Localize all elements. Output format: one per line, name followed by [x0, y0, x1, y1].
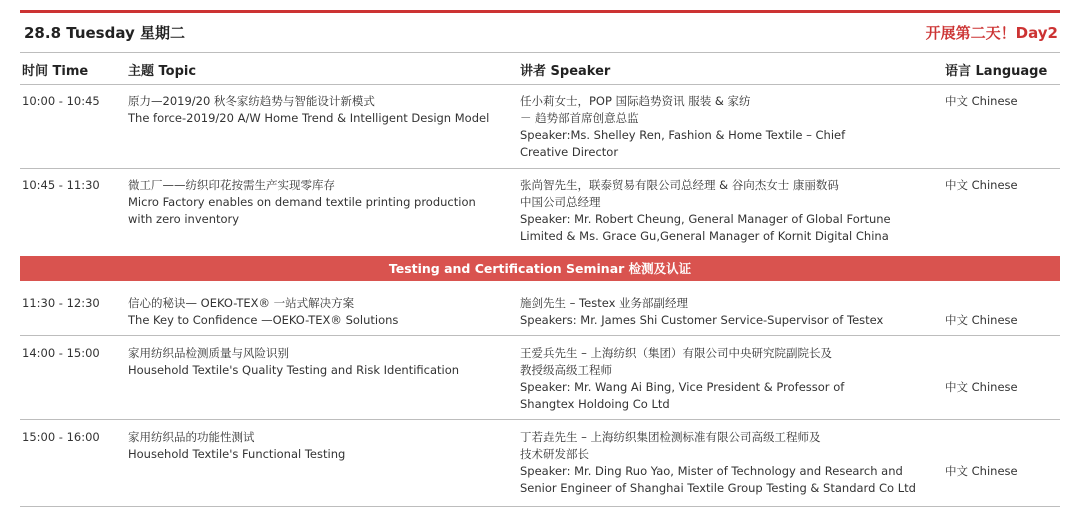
- session-topic: [128, 345, 488, 379]
- column-header-topic: 主题 Topic: [128, 64, 197, 79]
- topic-chinese: 家用纺织品检测质量与风险识别: [128, 346, 289, 360]
- session-topic: [128, 295, 488, 329]
- session-language: 中文 Chinese: [945, 178, 1018, 192]
- session-language: 中文 Chinese: [945, 464, 1018, 478]
- session-speaker: [520, 295, 884, 329]
- session-topic: [128, 93, 488, 127]
- column-header-time: 时间 Time: [22, 64, 89, 79]
- speaker-line: Speakers: Mr. James Shi Customer Service-Supervisor of Testex: [520, 313, 884, 327]
- session-speaker: [520, 429, 916, 497]
- session-language: 中文 Chinese: [945, 313, 1018, 327]
- topic-english: Household Textile's Functional Testing: [128, 447, 346, 461]
- speaker-line: Creative Director: [520, 145, 619, 159]
- speaker-line: 王爱兵先生 – 上海纺织（集团）有限公司中央研究院副院长及: [520, 346, 833, 360]
- topic-english: Household Textile's Quality Testing and Risk Identification: [128, 363, 460, 377]
- topic-chinese: 原力—2019/20 秋冬家纺趋势与智能设计新模式: [128, 94, 375, 108]
- column-header-language: 语言 Language: [945, 64, 1048, 79]
- seminar-banner: Testing and Certification Seminar 检测及认证: [20, 256, 1060, 281]
- divider: [20, 419, 1060, 420]
- topic-chinese: 微工厂——纺织印花按需生产实现零库存: [128, 178, 335, 192]
- speaker-line: 中国公司总经理: [520, 195, 601, 209]
- topic-english: Micro Factory enables on demand textile printing production with zero inventory: [128, 195, 476, 226]
- session-time: 10:45 - 11:30: [22, 178, 100, 192]
- session-speaker: [520, 177, 891, 245]
- speaker-line: 施剑先生 – Testex 业务部副经理: [520, 296, 689, 310]
- schedule-header: [22, 22, 1058, 46]
- topic-chinese: 家用纺织品的功能性测试: [128, 430, 255, 444]
- speaker-line: Speaker: Mr. Ding Ruo Yao, Mister of Technology and Research and: [520, 464, 903, 478]
- divider: [20, 168, 1060, 169]
- session-language: 中文 Chinese: [945, 380, 1018, 394]
- session-language: 中文 Chinese: [945, 94, 1018, 108]
- speaker-line: Senior Engineer of Shanghai Textile Group Testing & Standard Co Ltd: [520, 481, 916, 495]
- divider: [20, 506, 1060, 507]
- speaker-line: 任小莉女士，POP 国际趋势资讯 服装 & 家纺: [520, 94, 751, 108]
- speaker-line: 教授级高级工程师: [520, 363, 612, 377]
- speaker-line: 丁若垚先生 – 上海纺织集团检测标准有限公司高级工程师及: [520, 430, 821, 444]
- day-label: 开展第二天！Day2: [925, 24, 1058, 42]
- topic-english: The Key to Confidence —OEKO-TEX® Solutions: [128, 313, 399, 327]
- session-topic: [128, 429, 488, 463]
- speaker-line: Speaker: Mr. Wang Ai Bing, Vice President & Professor of: [520, 380, 845, 394]
- column-header-speaker: 讲者 Speaker: [520, 64, 611, 79]
- session-time: 10:00 - 10:45: [22, 94, 100, 108]
- speaker-line: － 趋势部首席创意总监: [520, 111, 639, 125]
- session-speaker: [520, 345, 850, 413]
- session-time: 15:00 - 16:00: [22, 430, 100, 444]
- topic-english: The force-2019/20 A/W Home Trend & Intelligent Design Model: [128, 111, 490, 125]
- topic-chinese: 信心的秘诀— OEKO-TEX® 一站式解决方案: [128, 296, 355, 310]
- speaker-line: Speaker: Mr. Robert Cheung, General Manager of Global Fortune: [520, 212, 891, 226]
- session-time: 14:00 - 15:00: [22, 346, 100, 360]
- speaker-line: Limited & Ms. Grace Gu,General Manager of Kornit Digital China: [520, 229, 889, 243]
- session-speaker: [520, 93, 850, 161]
- session-time: 11:30 - 12:30: [22, 296, 100, 310]
- divider: [20, 84, 1060, 85]
- speaker-line: Speaker:Ms. Shelley Ren, Fashion & Home Textile – Chief: [520, 128, 846, 142]
- speaker-line: Shangtex Holdoing Co Ltd: [520, 397, 670, 411]
- session-topic: [128, 177, 488, 228]
- top-accent-rule: [20, 10, 1060, 13]
- divider: [20, 52, 1060, 53]
- date-title: 28.8 Tuesday 星期二: [24, 24, 185, 42]
- speaker-line: 技术研发部长: [520, 447, 589, 461]
- divider: [20, 335, 1060, 336]
- speaker-line: 张尚智先生，联泰贸易有限公司总经理 & 谷向杰女士 康丽数码: [520, 178, 839, 192]
